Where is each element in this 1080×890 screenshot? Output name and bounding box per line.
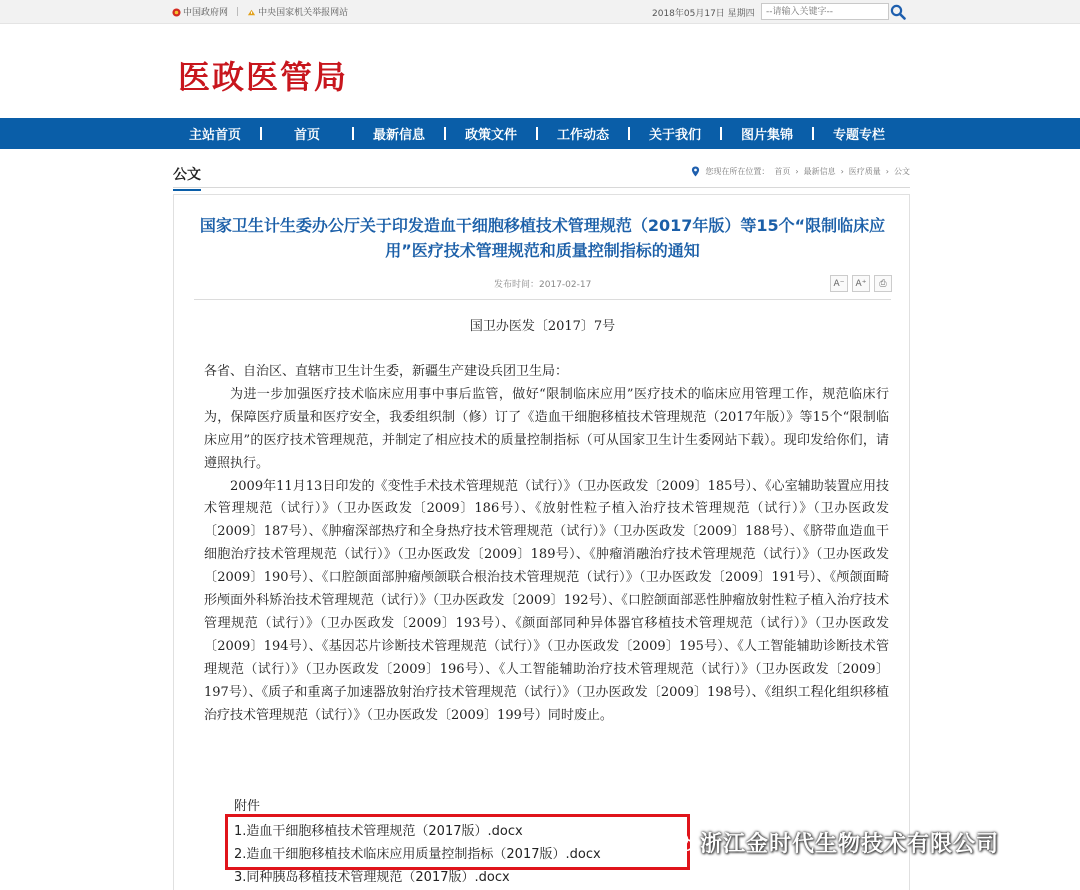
publish-date: 发布时间：2017-02-17 [494, 280, 592, 290]
breadcrumb-row [173, 160, 910, 188]
font-decrease-button[interactable]: A⁻ [830, 275, 848, 292]
top-utility-bar [0, 0, 1080, 24]
title-divider [194, 299, 891, 300]
document-number: 国卫办医发〔2017〕7号 [469, 319, 616, 334]
attachment-link-3[interactable]: 3.同种胰岛移植技术管理规范（2017版）.docx [234, 870, 510, 885]
attachments-label: 附件 [234, 799, 261, 814]
location-pin-icon [691, 166, 700, 177]
nav-item-home[interactable]: 首页 [293, 128, 320, 143]
nav-item-gallery[interactable]: 图片集锦 [740, 128, 793, 143]
breadcrumb-prefix: 您现在所在位置： [705, 167, 770, 176]
font-increase-button[interactable]: A⁺ [852, 275, 870, 292]
attachment-link-2[interactable]: 2.造血干细胞移植技术临床应用质量控制指标（2017版）.docx [234, 847, 601, 862]
breadcrumb-quality[interactable]: 医疗质量 [848, 167, 881, 176]
watermark [670, 824, 999, 860]
article-tools [830, 275, 892, 292]
breadcrumb-latest[interactable]: 最新信息 [803, 167, 836, 176]
article-body [204, 361, 889, 728]
article-panel [173, 194, 910, 890]
watermark-text: 浙江金时代生物技术有限公司 [700, 831, 1000, 857]
report-icon [247, 8, 256, 17]
paragraph-1: 为进一步加强医疗技术临床应用事中事后监管，做好“限制临床应用”医疗技术的临床应用管理工作，规范临床行为，保障医疗质量和医疗安全，我委组织制（修）订了《造血干细胞移植技术管理规范（2017年版）》等15个“限制临床应用”的医疗技术管理规范，并制定了相应技术的质量控制指标（可从国家卫生计生委网站下载）。现印发给你们，请遵照执行。 [204, 386, 889, 471]
attachments [234, 795, 601, 889]
paragraph-2: 2009年11月13日印发的《变性手术技术管理规范（试行）》（卫办医政发〔2009〕185号）、《心室辅助装置应用技术管理规范（试行）》（卫办医政发〔2009〕186号）、《放射性粒子植入治疗技术管理规范（试行）》（卫办医政发〔2009〕187号）、《肿瘤深部热疗和全身热疗技术管理规范（试行）》（卫办医政发〔2009〕188号）、《脐带血造血干细胞治疗技术管理规范（试行）》（卫办医政发〔2009〕189号）、《肿瘤消融治疗技术管理规范（试行）》（卫办医政发〔2009〕190号）、《口腔颌面部肿瘤颅颌联合根治技术管理规范（试行）》（卫办医政发〔2009〕191号）、《颅颌面畸形颅面外科矫治技术管理规范（试行）》（卫办医政发〔2009〕192号）、《口腔颌面部恶性肿瘤放射性粒子植入治疗技术管理规范（试行）》（卫办医政发〔2009〕193号）、《颜面部同种异体器官移植技术管理规范（试行）》（卫办医政发〔2009〕194号）、《基因芯片诊断技术管理规范（试行）》（卫办医政发〔2009〕195号）、《人工智能辅助诊断技术管理规范（试行）》（卫办医政发〔2009〕196号）、《人工智能辅助治疗技术管理规范（试行）》（卫办医政发〔2009〕197号）、《质子和重离子加速器放射治疗技术管理规范（试行）》（卫办医政发〔2009〕198号）、《组织工程化组织移植治疗技术管理规范（试行）》（卫办医政发〔2009〕199号）同时废止。 [204, 478, 889, 723]
top-link-report[interactable]: 中央国家机关举报网站 [247, 5, 348, 18]
nav-separator [444, 127, 446, 140]
site-title[interactable]: 医政医管局 [178, 58, 349, 96]
search-input[interactable] [761, 3, 889, 20]
breadcrumb [691, 166, 910, 177]
emblem-icon [172, 8, 181, 17]
top-link-separator: | [236, 6, 240, 17]
nav-item-latest[interactable]: 最新信息 [372, 128, 425, 143]
nav-separator [720, 127, 722, 140]
breadcrumb-sep: › [885, 167, 889, 176]
site-header [0, 24, 1080, 118]
nav-item-topics[interactable]: 专题专栏 [832, 128, 885, 143]
wechat-icon [670, 831, 694, 853]
section-title: 公文 [173, 164, 201, 191]
main-nav [0, 118, 1080, 149]
breadcrumb-sep: › [840, 167, 844, 176]
nav-item-work[interactable]: 工作动态 [556, 128, 609, 143]
nav-list [174, 118, 900, 149]
nav-separator [536, 127, 538, 140]
breadcrumb-current[interactable]: 公文 [894, 167, 910, 176]
search-button[interactable] [888, 2, 908, 21]
nav-item-portal-home[interactable]: 主站首页 [188, 128, 241, 143]
nav-separator [812, 127, 814, 140]
nav-item-policy[interactable]: 政策文件 [464, 128, 517, 143]
top-links [172, 5, 348, 18]
breadcrumb-sep: › [795, 167, 799, 176]
nav-separator [628, 127, 630, 140]
print-button[interactable]: ⎙ [874, 275, 892, 292]
attachment-link-1[interactable]: 1.造血干细胞移植技术管理规范（2017版）.docx [234, 824, 523, 839]
top-link-gov[interactable]: 中国政府网 [172, 5, 228, 18]
breadcrumb-home[interactable]: 首页 [774, 167, 791, 176]
search-icon [890, 4, 906, 20]
article-title: 国家卫生计生委办公厅关于印发造血干细胞移植技术管理规范（2017年版）等15个“限制临床应用”医疗技术管理规范和质量控制指标的通知 [199, 216, 886, 260]
nav-separator [352, 127, 354, 140]
nav-item-about[interactable]: 关于我们 [648, 128, 701, 143]
current-date: 2018年05月17日 星期四 [652, 9, 755, 19]
salutation: 各省、自治区、直辖市卫生计生委，新疆生产建设兵团卫生局： [204, 364, 569, 379]
nav-separator [260, 127, 262, 140]
